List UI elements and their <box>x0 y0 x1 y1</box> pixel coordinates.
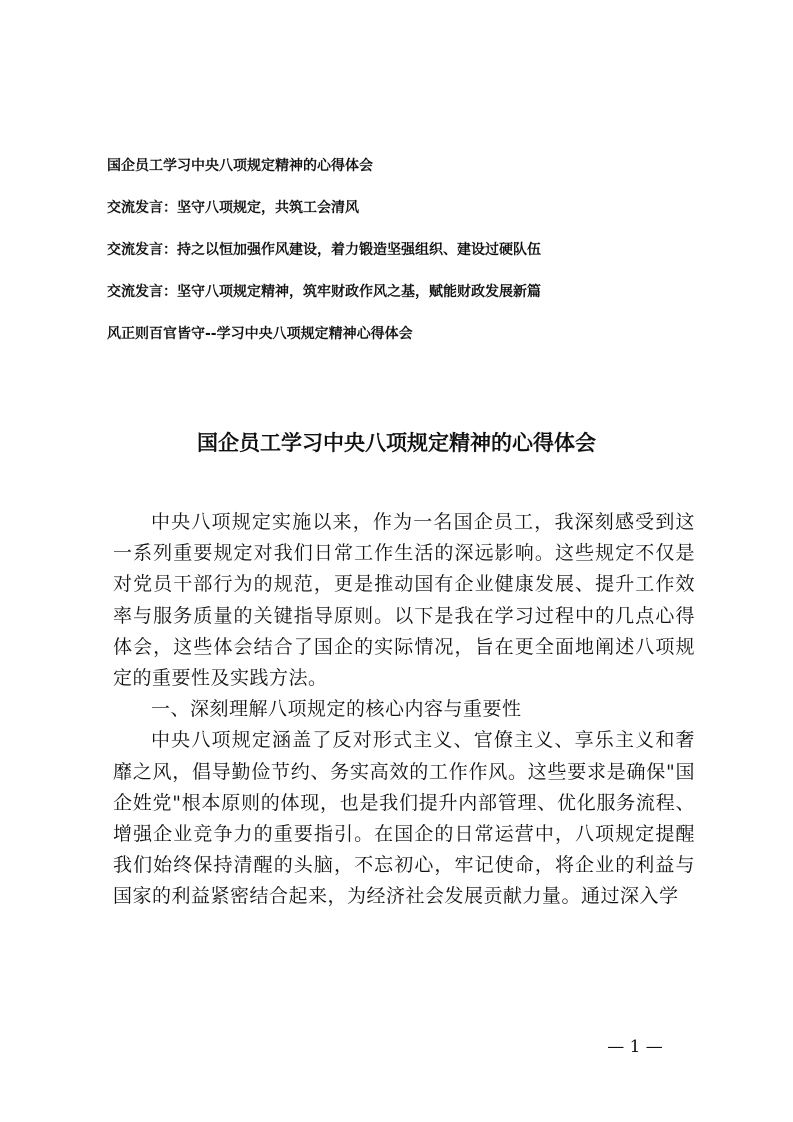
table-of-contents <box>107 156 707 366</box>
toc-item: 国企员工学习中央八项规定精神的心得体会 <box>107 158 373 174</box>
page-number: — 1 — <box>607 1037 663 1057</box>
document-body <box>113 507 695 913</box>
body-paragraph: 中央八项规定涵盖了反对形式主义、官僚主义、享乐主义和奢靡之风，倡导勤俭节约、务实高效的工作作风。这些要求是确保"国企姓党"根本原则的体现，也是我们提升内部管理、优化服务流程、增强企业竞争力的重要指引。在国企的日常运营中，八项规定提醒我们始终保持清醒的头脑，不忘初心，牢记使命，将企业的利益与国家的利益紧密结合起来，为经济社会发展贡献力量。通过深入学 <box>113 729 695 908</box>
toc-item: 交流发言：坚守八项规定精神，筑牢财政作风之基，赋能财政发展新篇 <box>107 284 541 300</box>
document-title: 国企员工学习中央八项规定精神的心得体会 <box>197 431 596 455</box>
toc-item: 交流发言：坚守八项规定，共筑工会清风 <box>107 200 359 216</box>
section-heading: 一、深刻理解八项规定的核心内容与重要性 <box>151 698 522 721</box>
toc-item: 交流发言：持之以恒加强作风建设，着力锻造坚强组织、建设过硬队伍 <box>107 242 541 258</box>
body-paragraph: 中央八项规定实施以来，作为一名国企员工，我深刻感受到这一系列重要规定对我们日常工作生活的深远影响。这些规定不仅是对党员干部行为的规范，更是推动国有企业健康发展、提升工作效率与服务质量的关键指导原则。以下是我在学习过程中的几点心得体会，这些体会结合了国企的实际情况，旨在更全面地阐述八项规定的重要性及实践方法。 <box>113 511 695 690</box>
toc-item: 风正则百官皆守--学习中央八项规定精神心得体会 <box>107 326 413 342</box>
